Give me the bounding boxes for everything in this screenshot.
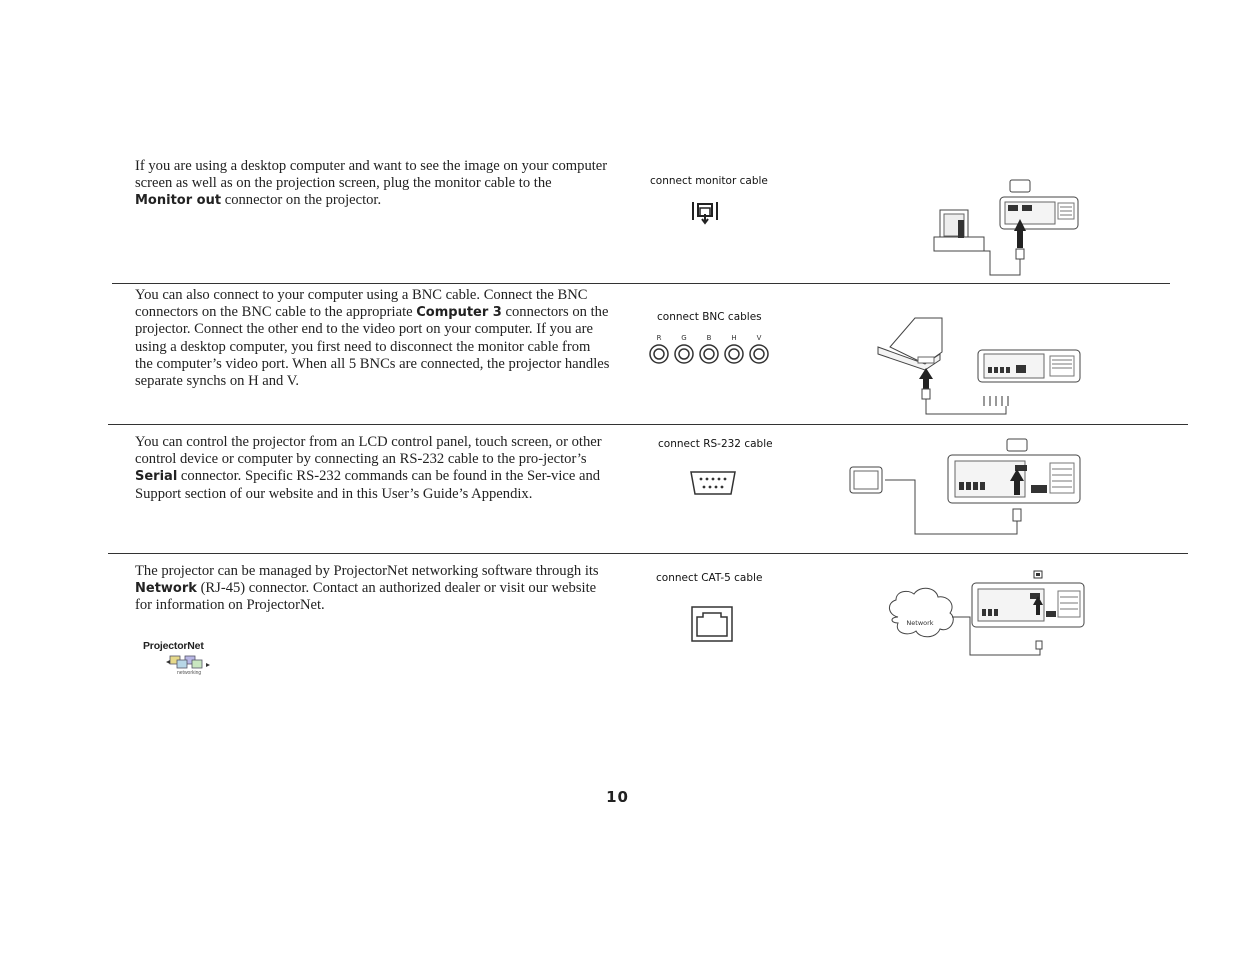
paragraph-bnc: You can also connect to your computer using a BNC cable. Connect the BNC connectors on the BNC cable to the appropriate Computer 3 connectors on the projector. Connect the other end to the video port on your computer. If you are using a desktop computer, you first need to disconnect the monitor cable from the computer’s video port. When all 5 BNCs are connected, the projector handles separate synchs on H and V. [135, 287, 610, 390]
paragraph-network: The projector can be managed by ProjectorNet networking software through its Network (RJ-45) connector. Contact an authorized dealer or visit our website for information on ProjectorNet. [135, 563, 599, 614]
bnc-label-v: V [756, 334, 762, 342]
monitor-connection-diagram [930, 175, 1080, 280]
monitor-out-icon [690, 200, 722, 226]
paragraph-rs232: You can control the projector from an LCD control panel, touch screen, or other control device or computer by connecting an RS-232 cable to the pro-jector’s Serial connector. Specific RS-232 commands can be found in the Ser-vice and Support section of our website and in this User’s Guide’s Appendix. [135, 434, 602, 502]
logo-subtitle: networking [177, 670, 202, 676]
logo-title: ProjectorNet [143, 640, 204, 652]
bold-term: Network [135, 581, 197, 597]
caption-monitor: connect monitor cable [650, 175, 768, 187]
rs232-connection-diagram [845, 437, 1085, 540]
projectornet-logo [143, 640, 204, 676]
divider [108, 424, 1188, 425]
bnc-label-r: R [656, 334, 662, 342]
serial-port-icon [688, 468, 738, 498]
network-connection-diagram [880, 567, 1090, 662]
bold-term: Serial [135, 469, 178, 485]
bnc-connection-diagram [870, 312, 1085, 420]
bold-term: Computer 3 [416, 305, 502, 321]
caption-cat5: connect CAT-5 cable [656, 572, 763, 584]
rj45-port-icon [690, 605, 735, 643]
caption-rs232: connect RS-232 cable [658, 438, 773, 450]
bold-term: Monitor out [135, 193, 222, 209]
divider [108, 553, 1188, 554]
network-cloud-label: Network [906, 619, 934, 627]
bnc-label-b: B [706, 334, 712, 342]
bnc-connectors-icon [648, 330, 773, 370]
bnc-label-h: H [731, 334, 737, 342]
bnc-label-g: G [681, 334, 687, 342]
divider [112, 283, 1170, 284]
logo-graphic [165, 653, 213, 671]
page-number: 10 [606, 788, 629, 806]
paragraph-monitor-out: If you are using a desktop computer and want to see the image on your computer screen as well as on the projection screen, plug the monitor cable to the Monitor out connector on the projector. [135, 158, 608, 209]
caption-bnc: connect BNC cables [657, 311, 762, 323]
